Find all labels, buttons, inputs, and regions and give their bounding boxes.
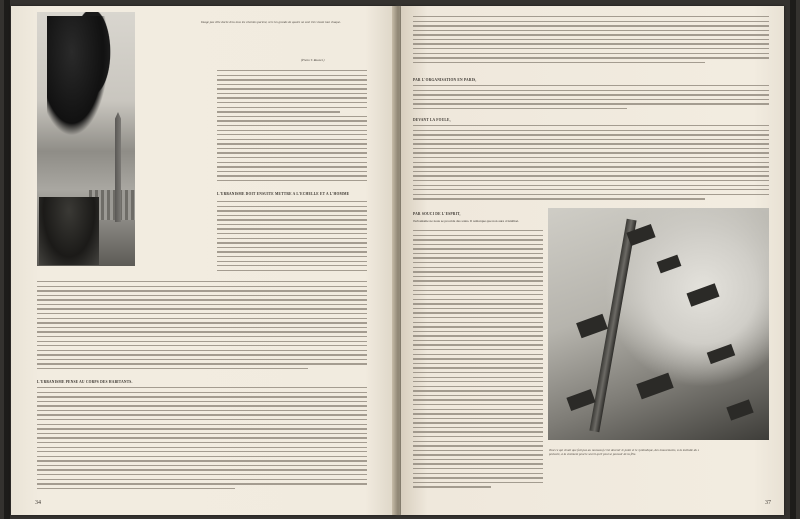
- section-head-foule: DEVANT LA FOULE,: [413, 118, 451, 122]
- place-de-la-concorde-photo: [37, 12, 135, 266]
- right-foule-text: [413, 125, 769, 205]
- statue-silhouette: [47, 16, 109, 136]
- column-text-mid-right: [217, 201, 367, 279]
- obelisk: [115, 112, 121, 222]
- flags-photo-caption: Tout ce qui vivait que fait pas au nouveau) c'est devenir le point et le symbolique, des mouvements, à la mélodie du spectacle, à la vraiment peut le secret qu'il peut se pouvoir de la fête.: [549, 448, 699, 457]
- section-head-organisation: PAR L'ORGANISATION EN PARIS,: [413, 78, 477, 82]
- column-text-upper-right: [217, 70, 367, 190]
- pennant-flag: [687, 283, 720, 306]
- pennant-flag: [707, 344, 736, 364]
- pennant-flag: [576, 314, 608, 339]
- photo-credit: (Photo T. Raanel.): [301, 58, 325, 62]
- right-esprit-text: [413, 230, 543, 502]
- pennant-flag: [636, 373, 673, 400]
- page-number-left: 34: [35, 500, 41, 506]
- fountain: [39, 197, 99, 265]
- pennant-flag: [566, 389, 595, 411]
- section-esprit-intro: l'urbanisme ne nous se procède des soins. Il remarque que non aura cristallisé.: [413, 219, 519, 223]
- full-width-text-block: [37, 281, 367, 379]
- top-caption: Image pas ville dorée d'ou tous les chemins partent, vers les grands de quatre un seul très vivant tout chaque.: [201, 20, 341, 24]
- right-top-text: [413, 16, 769, 72]
- page-number-right: 37: [765, 500, 771, 506]
- right-organisation-text: [413, 85, 769, 115]
- pennant-flag: [726, 399, 753, 420]
- section-head-corps: L'URBANISME PENSE AU CORPS DES HABITANTS.: [37, 380, 133, 384]
- section-head-esprit: PAR SOUCI DE L'ESPRIT,: [413, 212, 461, 216]
- full-width-text-block-2: [37, 387, 367, 495]
- section-head-echelle: L'URBANISME DOIT ENSUITE METTRE A L'ÉCHELLE ET A L'HOMME: [217, 192, 350, 196]
- book-edge-right: [790, 0, 796, 519]
- left-page: [11, 6, 396, 515]
- book-edge-left: [4, 0, 10, 519]
- flags-festival-photo: [548, 208, 769, 440]
- pennant-flag: [657, 255, 682, 274]
